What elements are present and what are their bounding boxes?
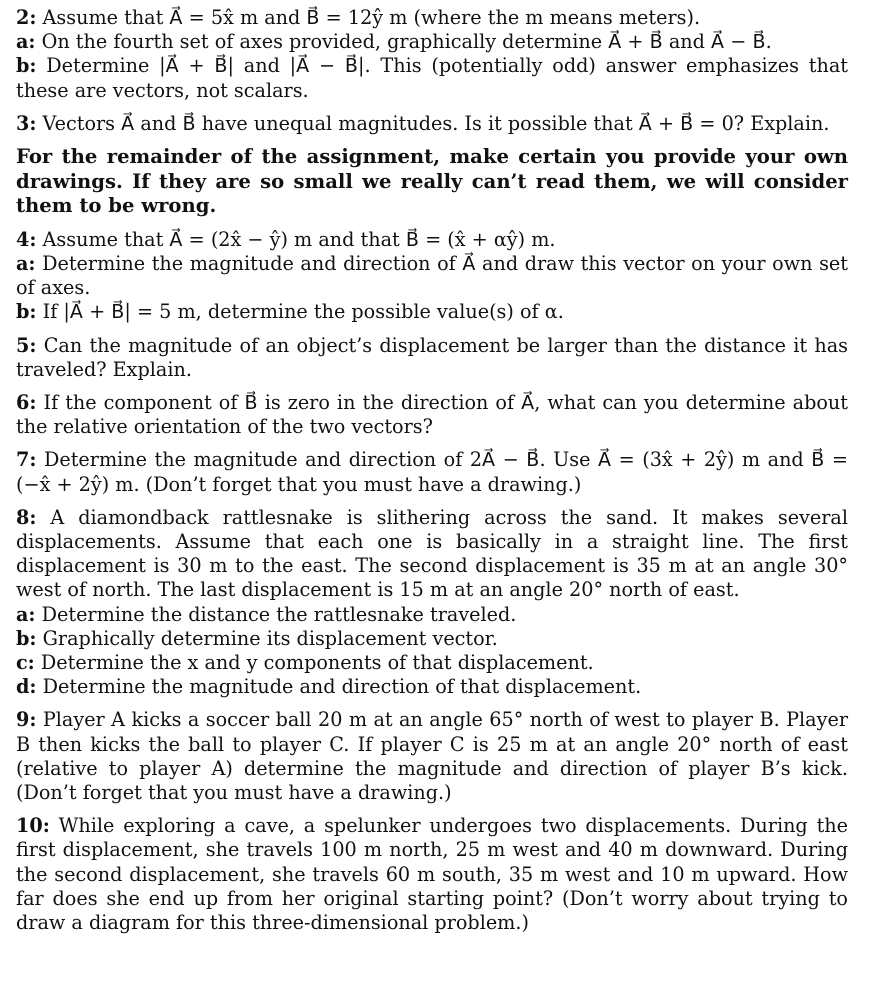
problem-number: 8: (16, 505, 37, 529)
problem-part-a (16, 252, 848, 300)
problem-3 (16, 112, 848, 136)
problem-text: While exploring a cave, a spelunker undergoes two displacements. During the first displacement, she travels 100 m north, 25 m west and 40 m downward. During the second displacement, she travels 60 m south, 35 m west and 10 m upward. How far does she end up from her original starting point? (Don’t worry about trying to draw a diagram for this three-dimensional problem.) (16, 814, 848, 935)
problem-part-b (16, 627, 848, 651)
part-text: Determine |A⃗ + B⃗| and |A⃗ − B⃗|. This (potentially odd) answer emphasizes that these are vectors, not scalars. (16, 54, 848, 102)
problem-part-a (16, 603, 848, 627)
part-text: On the fourth set of axes provided, graphically determine A⃗ + B⃗ and A⃗ − B⃗. (41, 30, 772, 54)
problem-10 (16, 814, 848, 935)
problem-part-a (16, 30, 848, 54)
problem-5 (16, 334, 848, 382)
part-label: a: (16, 602, 36, 626)
problem-part-d (16, 675, 848, 699)
drawing-notice: For the remainder of the assignment, make certain you provide your own drawings. If they are so small we really can’t read them, we will consider them to be wrong. (16, 145, 848, 218)
problem-number: 5: (16, 333, 37, 357)
problem-text: Determine the magnitude and direction of 2A⃗ − B⃗. Use A⃗ = (3x̂ + 2ŷ) m and B⃗ = (−x̂ + 2ŷ) m. (Don’t forget that you must have a drawing.) (16, 448, 848, 496)
part-label: a: (16, 30, 36, 54)
part-text: Determine the magnitude and direction of A⃗ and draw this vector on your own set of axes. (16, 252, 848, 300)
part-text: Graphically determine its displacement vector. (42, 626, 498, 650)
problem-9 (16, 708, 848, 805)
problem-6 (16, 391, 848, 439)
problem-number: 3: (16, 111, 37, 135)
problem-text: Assume that A⃗ = (2x̂ − ŷ) m and that B⃗ = (x̂ + αŷ) m. (42, 227, 556, 251)
problem-number: 10: (16, 814, 50, 838)
part-label: a: (16, 252, 36, 275)
problem-text: If the component of B⃗ is zero in the direction of A⃗, what can you determine about the relative orientation of the two vectors? (16, 391, 848, 439)
problem-2 (16, 6, 848, 103)
problem-text: Assume that A⃗ = 5x̂ m and B⃗ = 12ŷ m (where the m means meters). (42, 6, 701, 29)
part-text: Determine the distance the rattlesnake traveled. (41, 602, 517, 626)
problem-number: 6: (16, 391, 37, 415)
problem-7 (16, 448, 848, 496)
problem-8 (16, 506, 848, 700)
problem-text: A diamondback rattlesnake is slithering across the sand. It makes several displacements. Assume that each one is basically in a straight line. The first displacement is 30 m to the east. The second displacement is 35 m at an angle 30° west of north. The last displacement is 15 m at an angle 20° north of east. (16, 505, 848, 602)
problem-text: Can the magnitude of an object’s displacement be larger than the distance it has traveled? Explain. (16, 333, 848, 381)
problem-number: 9: (16, 708, 37, 732)
problem-part-b (16, 54, 848, 102)
problem-number: 4: (16, 227, 37, 251)
part-label: b: (16, 54, 37, 78)
part-label: d: (16, 675, 37, 699)
problem-text: Vectors A⃗ and B⃗ have unequal magnitudes. Is it possible that A⃗ + B⃗ = 0? Explain. (42, 111, 830, 135)
problem-number: 7: (16, 448, 37, 472)
part-text: If |A⃗ + B⃗| = 5 m, determine the possible value(s) of α. (42, 300, 564, 324)
problem-text: Player A kicks a soccer ball 20 m at an angle 65° north of west to player B. Player B then kicks the ball to player C. If player C is 25 m at an angle 20° north of east (relative to player A) determine the magnitude and direction of player B’s kick. (Don’t forget that you must have a drawing.) (16, 708, 848, 805)
part-label: b: (16, 626, 37, 650)
part-label: b: (16, 300, 37, 324)
part-text: Determine the x and y components of that displacement. (40, 651, 594, 675)
problem-4 (16, 228, 848, 325)
problem-number: 2: (16, 6, 37, 29)
problem-part-c (16, 651, 848, 675)
problem-part-b (16, 300, 848, 324)
part-label: c: (16, 651, 35, 675)
part-text: Determine the magnitude and direction of that displacement. (42, 675, 642, 699)
